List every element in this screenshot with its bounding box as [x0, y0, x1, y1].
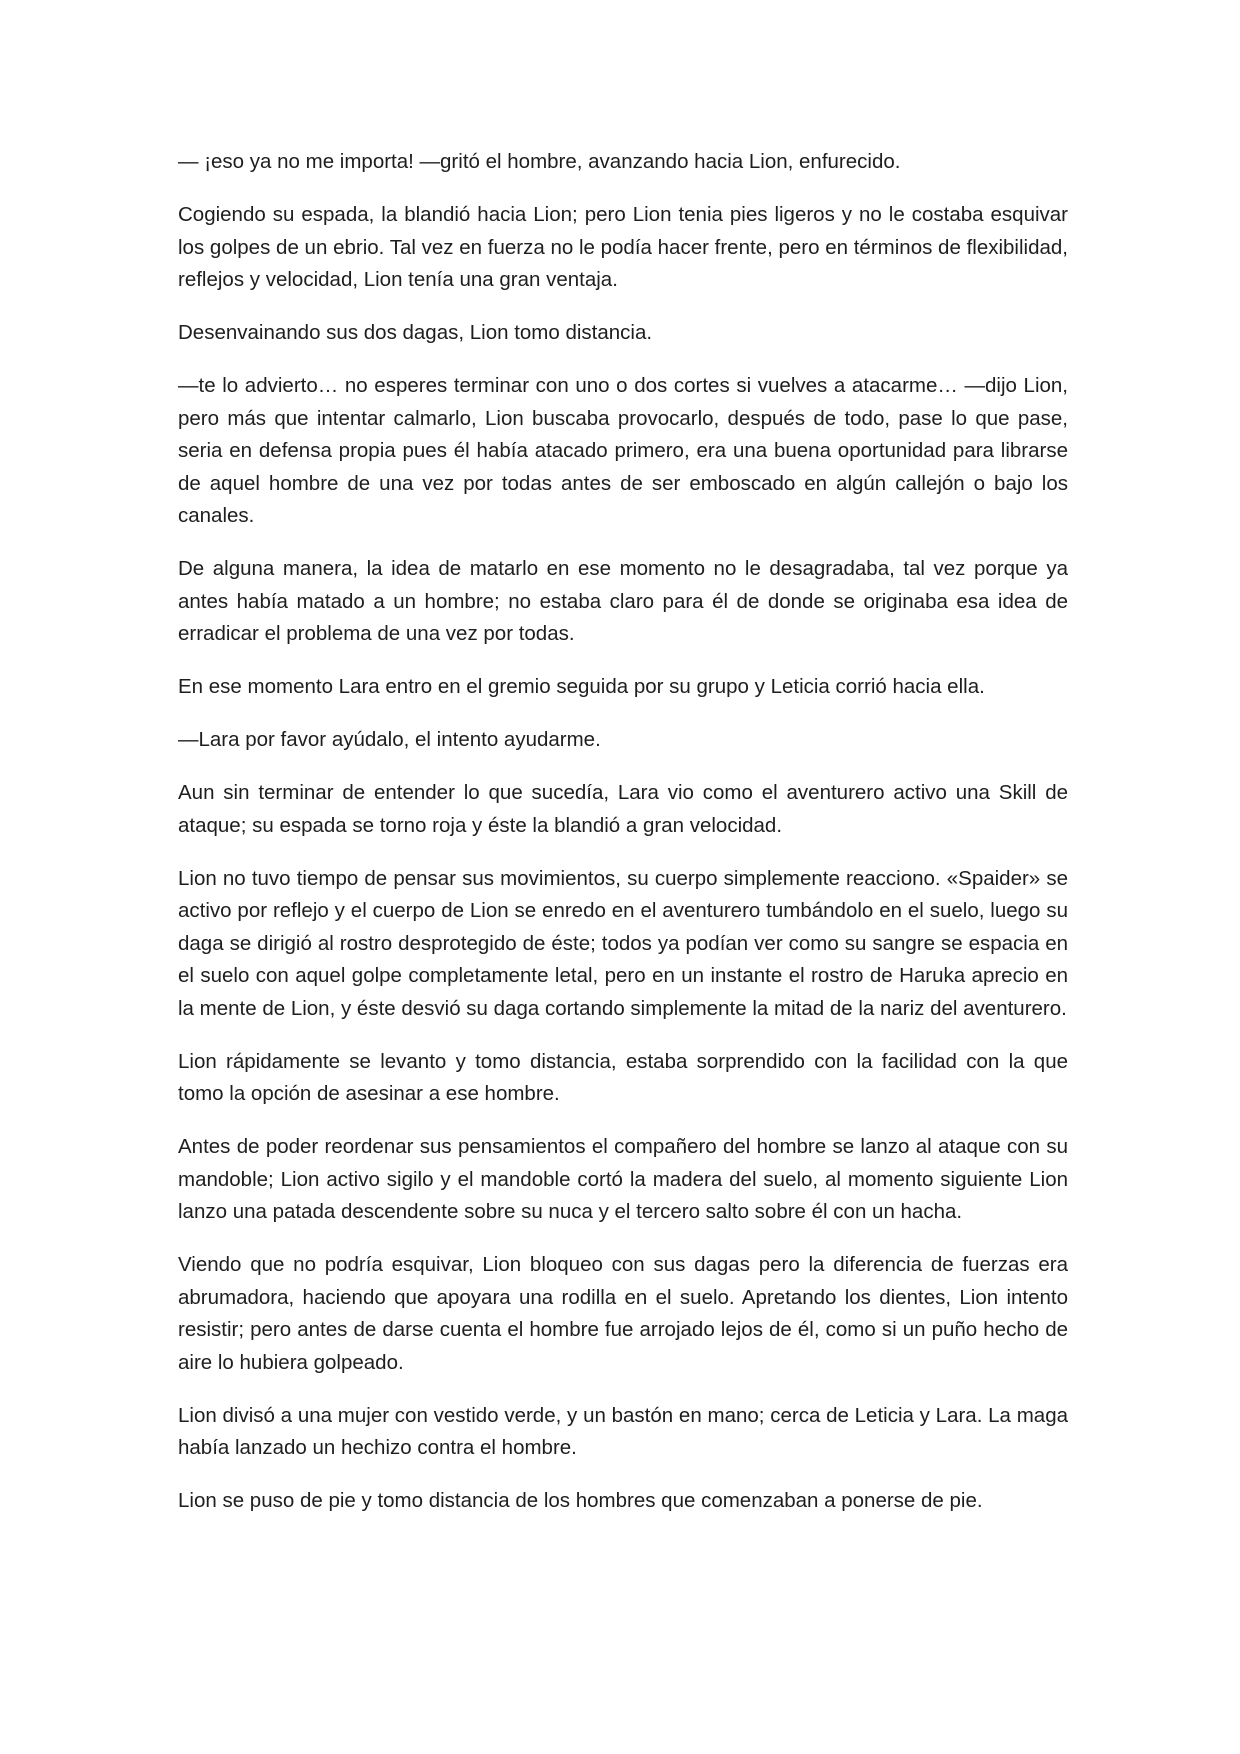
- paragraph: Antes de poder reordenar sus pensamientos el compañero del hombre se lanzo al ataque con su mandoble; Lion activo sigilo y el mandoble cortó la madera del suelo, al momento siguiente Lion lanzo una patada descendente sobre su nuca y el tercero salto sobre él con un hacha.: [178, 1135, 1068, 1223]
- paragraph: — ¡eso ya no me importa! —gritó el hombre, avanzando hacia Lion, enfurecido.: [178, 150, 901, 173]
- paragraph: Desenvainando sus dos dagas, Lion tomo distancia.: [178, 321, 653, 344]
- paragraph: De alguna manera, la idea de matarlo en ese momento no le desagradaba, tal vez porque ya antes había matado a un hombre; no estaba claro para él de donde se originaba esa idea de erradicar el problema de una vez por todas.: [178, 557, 1068, 645]
- paragraph: Lion no tuvo tiempo de pensar sus movimientos, su cuerpo simplemente reacciono. «Spaider» se activo por reflejo y el cuerpo de Lion se enredo en el aventurero tumbándolo en el suelo, luego su daga se dirigió al rostro desprotegido de éste; todos ya podían ver como su sangre se espacia en el suelo con aquel golpe completamente letal, pero en un instante el rostro de Haruka aprecio en la mente de Lion, y éste desvió su daga cortando simplemente la mitad de la nariz del aventurero.: [178, 866, 1068, 1020]
- document-page: [178, 146, 1068, 1538]
- paragraph: Lion rápidamente se levanto y tomo distancia, estaba sorprendido con la facilidad con la que tomo la opción de asesinar a ese hombre.: [178, 1049, 1068, 1105]
- paragraph: Viendo que no podría esquivar, Lion bloqueo con sus dagas pero la diferencia de fuerzas era abrumadora, haciendo que apoyara una rodilla en el suelo. Apretando los dientes, Lion intento resistir; pero antes de darse cuenta el hombre fue arrojado lejos de él, como si un puño hecho de aire lo hubiera golpeado.: [178, 1253, 1068, 1374]
- paragraph: Lion se puso de pie y tomo distancia de los hombres que comenzaban a ponerse de pie.: [178, 1489, 983, 1512]
- paragraph: —te lo advierto… no esperes terminar con uno o dos cortes si vuelves a atacarme… —dijo Lion, pero más que intentar calmarlo, Lion buscaba provocarlo, después de todo, pase lo que pase, seria en defensa propia pues él había atacado primero, era una buena oportunidad para librarse de aquel hombre de una vez por todas antes de ser emboscado en algún callejón o bajo los canales.: [178, 374, 1068, 527]
- paragraph: Lion divisó a una mujer con vestido verde, y un bastón en mano; cerca de Leticia y Lara. La maga había lanzado un hechizo contra el hombre.: [178, 1403, 1068, 1459]
- paragraph: En ese momento Lara entro en el gremio seguida por su grupo y Leticia corrió hacia ella.: [178, 675, 985, 698]
- paragraph: Aun sin terminar de entender lo que sucedía, Lara vio como el aventurero activo una Skill de ataque; su espada se torno roja y éste la blandió a gran velocidad.: [178, 781, 1068, 837]
- paragraph: —Lara por favor ayúdalo, el intento ayudarme.: [178, 728, 601, 751]
- paragraph: Cogiendo su espada, la blandió hacia Lion; pero Lion tenia pies ligeros y no le costaba esquivar los golpes de un ebrio. Tal vez en fuerza no le podía hacer frente, pero en términos de flexibilidad, reflejos y velocidad, Lion tenía una gran ventaja.: [178, 203, 1068, 291]
